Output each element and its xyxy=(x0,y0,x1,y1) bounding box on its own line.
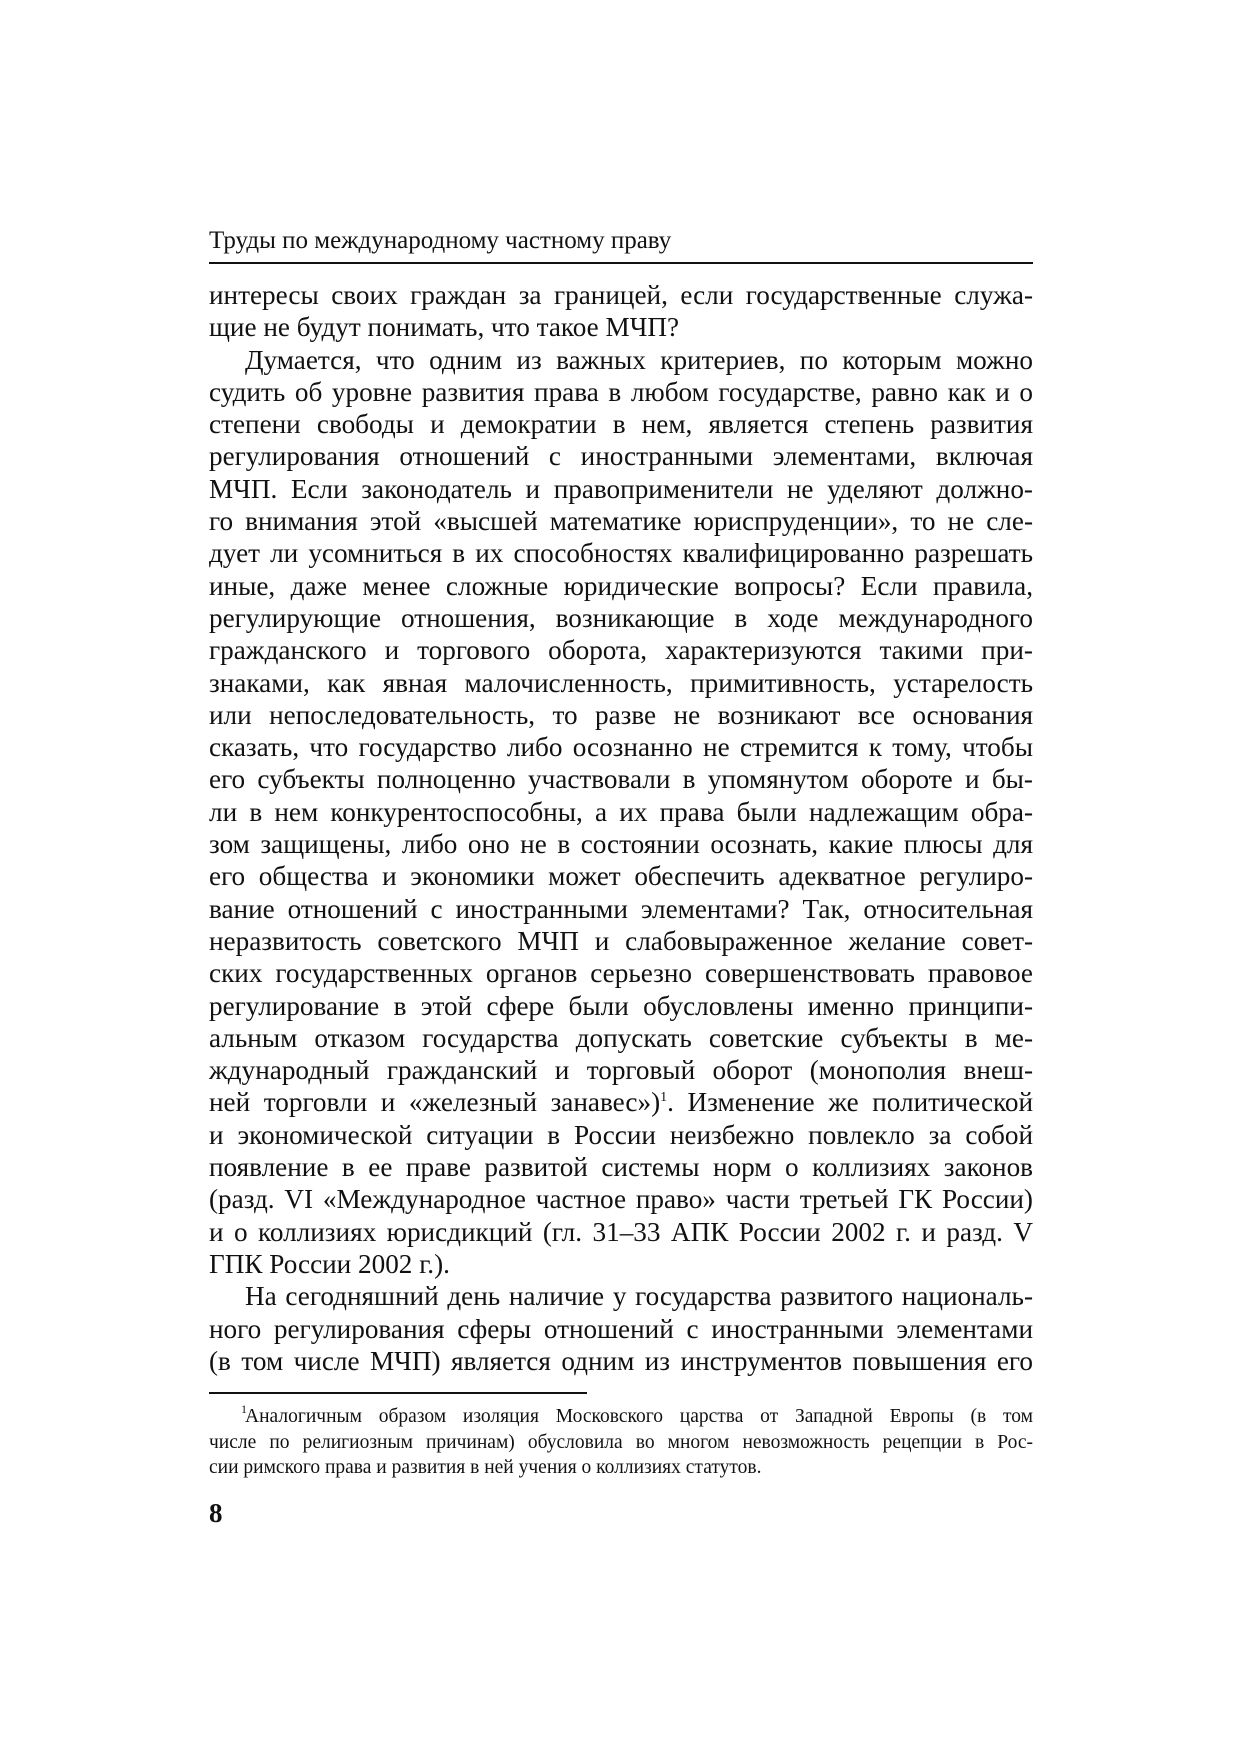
text-line: неразвитость советского МЧП и слабовыраженное желание совет- xyxy=(209,925,1033,956)
header-rule xyxy=(209,262,1033,264)
text-line: знаками, как явная малочисленность, примитивность, устарелость xyxy=(209,667,1033,698)
footnote-rule xyxy=(209,1392,587,1394)
text-line: иные, даже менее сложные юридические вопросы? Если правила, xyxy=(209,570,1033,601)
text-line: степени свободы и демократии в нем, является степень развития xyxy=(209,409,1033,440)
text-line: (в том числе МЧП) является одним из инструментов повышения его xyxy=(209,1345,1033,1376)
text-line: его общества и экономики может обеспечить адекватное регулиро- xyxy=(209,861,1033,892)
text-line: зом защищены, либо оно не в состоянии осознать, какие плюсы для xyxy=(209,829,1033,860)
text-line: альным отказом государства допускать советские субъекты в ме- xyxy=(209,1022,1033,1053)
text-line: регулирование в этой сфере были обусловлены именно принципи- xyxy=(209,990,1033,1021)
text-line: го внимания этой «высшей математике юриспруденции», то не сле- xyxy=(209,506,1033,537)
text-line-with-footnote-ref xyxy=(209,1086,1033,1118)
footnote-reference[interactable]: 1 xyxy=(660,1090,668,1106)
text-line: появление в ее праве развитой системы норм о коллизиях законов xyxy=(209,1152,1033,1183)
text-line: МЧП. Если законодатель и правоприменители не уделяют должно- xyxy=(209,473,1033,504)
text-line: ских государственных органов серьезно совершенствовать правовое xyxy=(209,958,1033,989)
text-line: ного регулирования сферы отношений с иностранными элементами xyxy=(209,1313,1033,1344)
text-line: ГПК России 2002 г.). xyxy=(209,1248,450,1279)
text-line: гражданского и торгового оборота, характеризуются такими при- xyxy=(209,635,1033,666)
text-line: (разд. VI «Международное частное право» части третьей ГК России) xyxy=(209,1184,1033,1215)
text-line: Думается, что одним из важных критериев, по которым можно xyxy=(245,344,1033,375)
text-line: регулирующие отношения, возникающие в ходе международного xyxy=(209,602,1033,633)
running-header: Труды по международному частному праву xyxy=(209,227,672,254)
text-line: и экономической ситуации в России неизбежно повлекло за собой xyxy=(209,1119,1033,1150)
text-line: судить об уровне развития права в любом государстве, равно как и о xyxy=(209,376,1033,407)
text-fragment: . Изменение же политической xyxy=(667,1087,1034,1118)
footnote-line: числе по религиозным причинам) обусловила во многом невозможность рецепции в Рос- xyxy=(209,1431,1033,1453)
page-number: 8 xyxy=(209,1498,223,1528)
text-line: его субъекты полноценно участвовали в упомянутом обороте и бы- xyxy=(209,764,1033,795)
text-line: щие не будут понимать, что такое МЧП? xyxy=(209,312,680,343)
text-line: вание отношений с иностранными элементами? Так, относительная xyxy=(209,893,1033,924)
text-line: и о коллизиях юрисдикций (гл. 31–33 АПК России 2002 г. и разд. V xyxy=(209,1216,1033,1247)
text-line: дует ли усомниться в их способностях квалифицированно разрешать xyxy=(209,538,1033,569)
footnote xyxy=(209,1404,1033,1481)
text-line: интересы своих граждан за границей, если государственные служа- xyxy=(209,280,1033,310)
text-line: На сегодняшний день наличие у государства развитого националь- xyxy=(245,1281,1033,1312)
text-line: или непоследовательность, то разве не возникают все основания xyxy=(209,699,1033,730)
footnote-mark: 1 xyxy=(241,1402,247,1416)
text-line: сказать, что государство либо осознанно не стремится к тому, чтобы xyxy=(209,732,1033,763)
text-line: регулирования отношений с иностранными элементами, включая xyxy=(209,441,1033,472)
footnote-line: Аналогичным образом изоляция Московского царства от Западной Европы (в том xyxy=(245,1406,1033,1427)
text-line: ли в нем конкурентоспособны, а их права были надлежащим обра- xyxy=(209,796,1033,827)
footnote-line: сии римского права и развития в ней учения о коллизиях статутов. xyxy=(209,1457,762,1478)
body-text xyxy=(209,279,1033,1377)
text-fragment: ней торговли и «железный занавес») xyxy=(209,1087,661,1118)
text-line: ждународный гражданский и торговый оборот (монополия внеш- xyxy=(209,1055,1033,1086)
